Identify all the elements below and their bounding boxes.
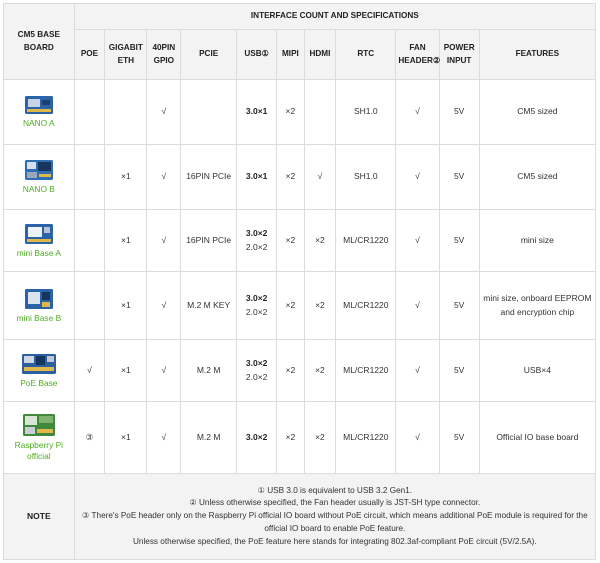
cell-poe: ③ <box>74 402 105 474</box>
cell-poe <box>74 80 105 145</box>
cell-power: 5V <box>439 210 479 272</box>
cell-pcie: M.2 M <box>181 402 237 474</box>
note-line-4: Unless otherwise specified, the PoE feature here stands for integrating 802.3af-compliant PoE circuit (5V/2.5A). <box>132 536 537 546</box>
cell-mipi: ×2 <box>277 80 304 145</box>
board-column-header: CM5 BASE BOARD <box>4 4 75 80</box>
board-thumbnail-icon <box>24 95 54 115</box>
table-row <box>4 210 596 272</box>
cell-hdmi: √ <box>304 145 336 210</box>
col-fan: FAN HEADER② <box>396 30 439 80</box>
cell-features: USB×4 <box>479 340 595 402</box>
board-cell <box>4 272 75 340</box>
board-cell <box>4 340 75 402</box>
cell-mipi: ×2 <box>277 402 304 474</box>
board-cell <box>4 210 75 272</box>
cell-rtc: ML/CR1220 <box>336 402 396 474</box>
cell-hdmi: ×2 <box>304 402 336 474</box>
cell-features: CM5 sized <box>479 145 595 210</box>
spec-table <box>3 3 596 560</box>
board-thumbnail-icon <box>22 413 56 437</box>
col-poe: POE <box>74 30 105 80</box>
usb2-value: 2.0×2 <box>245 306 268 317</box>
note-line-3: ③ There's PoE header only on the Raspberry Pi official IO board without PoE circuit, which means additional PoE module is required for the official IO board to enable PoE feature. <box>82 511 588 533</box>
table-row <box>4 340 596 402</box>
board-name: PoE Base <box>20 377 58 388</box>
group-header: INTERFACE COUNT AND SPECIFICATIONS <box>74 4 595 30</box>
cell-power: 5V <box>439 80 479 145</box>
cell-poe <box>74 272 105 340</box>
cell-usb <box>237 272 277 340</box>
usb3-value: 3.0×2 <box>245 431 268 442</box>
cell-hdmi: ×2 <box>304 210 336 272</box>
board-name: NANO A <box>23 118 55 129</box>
board-thumbnail-icon <box>24 288 54 310</box>
cell-poe: √ <box>74 340 105 402</box>
cell-power: 5V <box>439 145 479 210</box>
cell-gpio: √ <box>147 210 181 272</box>
cell-eth: ×1 <box>105 145 147 210</box>
cell-rtc: SH1.0 <box>336 145 396 210</box>
note-row <box>4 474 596 560</box>
cell-hdmi <box>304 80 336 145</box>
col-rtc: RTC <box>336 30 396 80</box>
usb2-value: 2.0×2 <box>245 371 268 382</box>
usb3-value: 3.0×1 <box>245 171 268 182</box>
board-name: Raspberry Pi official <box>14 440 64 461</box>
cell-mipi: ×2 <box>277 210 304 272</box>
board-thumbnail-icon <box>21 353 57 375</box>
cell-hdmi: ×2 <box>304 340 336 402</box>
col-hdmi: HDMI <box>304 30 336 80</box>
table-row <box>4 80 596 145</box>
cell-pcie: M.2 M <box>181 340 237 402</box>
note-line-2: ② Unless otherwise specified, the Fan header usually is JST-SH type connector. <box>189 498 481 508</box>
cell-eth: ×1 <box>105 340 147 402</box>
table-row <box>4 402 596 474</box>
cell-fan: √ <box>396 80 439 145</box>
cell-rtc: SH1.0 <box>336 80 396 145</box>
cell-eth: ×1 <box>105 402 147 474</box>
col-eth: GIGABIT ETH <box>105 30 147 80</box>
cell-mipi: ×2 <box>277 340 304 402</box>
cell-pcie: M.2 M KEY <box>181 272 237 340</box>
cell-power: 5V <box>439 272 479 340</box>
cell-features: CM5 sized <box>479 80 595 145</box>
table-row <box>4 272 596 340</box>
usb3-value: 3.0×2 <box>245 293 268 304</box>
cell-fan: √ <box>396 272 439 340</box>
board-name: mini Base A <box>16 247 61 258</box>
cell-gpio: √ <box>147 402 181 474</box>
cell-eth: ×1 <box>105 272 147 340</box>
usb3-value: 3.0×1 <box>245 106 268 117</box>
cell-hdmi: ×2 <box>304 272 336 340</box>
cell-usb <box>237 210 277 272</box>
cell-rtc: ML/CR1220 <box>336 272 396 340</box>
cell-fan: √ <box>396 145 439 210</box>
board-cell <box>4 145 75 210</box>
cell-gpio: √ <box>147 340 181 402</box>
col-power: POWER INPUT <box>439 30 479 80</box>
cell-usb <box>237 340 277 402</box>
col-features: FEATURES <box>479 30 595 80</box>
cell-features: mini size, onboard EEPROM and encryption chip <box>479 272 595 340</box>
col-pcie: PCIE <box>181 30 237 80</box>
cell-fan: √ <box>396 210 439 272</box>
board-thumbnail-icon <box>24 159 54 181</box>
board-name: mini Base B <box>16 312 62 323</box>
usb3-value: 3.0×2 <box>245 228 268 239</box>
board-cell <box>4 402 75 474</box>
cell-gpio: √ <box>147 80 181 145</box>
col-gpio: 40PIN GPIO <box>147 30 181 80</box>
cell-power: 5V <box>439 402 479 474</box>
cell-gpio: √ <box>147 145 181 210</box>
cell-pcie <box>181 80 237 145</box>
cell-pcie: 16PIN PCIe <box>181 145 237 210</box>
board-cell <box>4 80 75 145</box>
note-body <box>74 474 595 560</box>
cell-features: Official IO base board <box>479 402 595 474</box>
cell-eth: ×1 <box>105 210 147 272</box>
board-name: NANO B <box>22 184 55 195</box>
cell-eth <box>105 80 147 145</box>
cell-mipi: ×2 <box>277 272 304 340</box>
cell-features: mini size <box>479 210 595 272</box>
table-row <box>4 145 596 210</box>
usb2-value: 2.0×2 <box>245 241 268 252</box>
cell-mipi: ×2 <box>277 145 304 210</box>
note-label: NOTE <box>4 474 75 560</box>
usb3-value: 3.0×2 <box>245 358 268 369</box>
cell-gpio: √ <box>147 272 181 340</box>
col-usb: USB① <box>237 30 277 80</box>
cell-power: 5V <box>439 340 479 402</box>
note-line-1: ① USB 3.0 is equivalent to USB 3.2 Gen1. <box>257 485 412 495</box>
cell-rtc: ML/CR1220 <box>336 210 396 272</box>
col-mipi: MIPI <box>277 30 304 80</box>
cell-usb <box>237 145 277 210</box>
cell-fan: √ <box>396 340 439 402</box>
cell-usb <box>237 80 277 145</box>
cell-usb <box>237 402 277 474</box>
cell-pcie: 16PIN PCIe <box>181 210 237 272</box>
board-thumbnail-icon <box>24 223 54 245</box>
cell-rtc: ML/CR1220 <box>336 340 396 402</box>
cell-poe <box>74 145 105 210</box>
cell-fan: √ <box>396 402 439 474</box>
cell-poe <box>74 210 105 272</box>
